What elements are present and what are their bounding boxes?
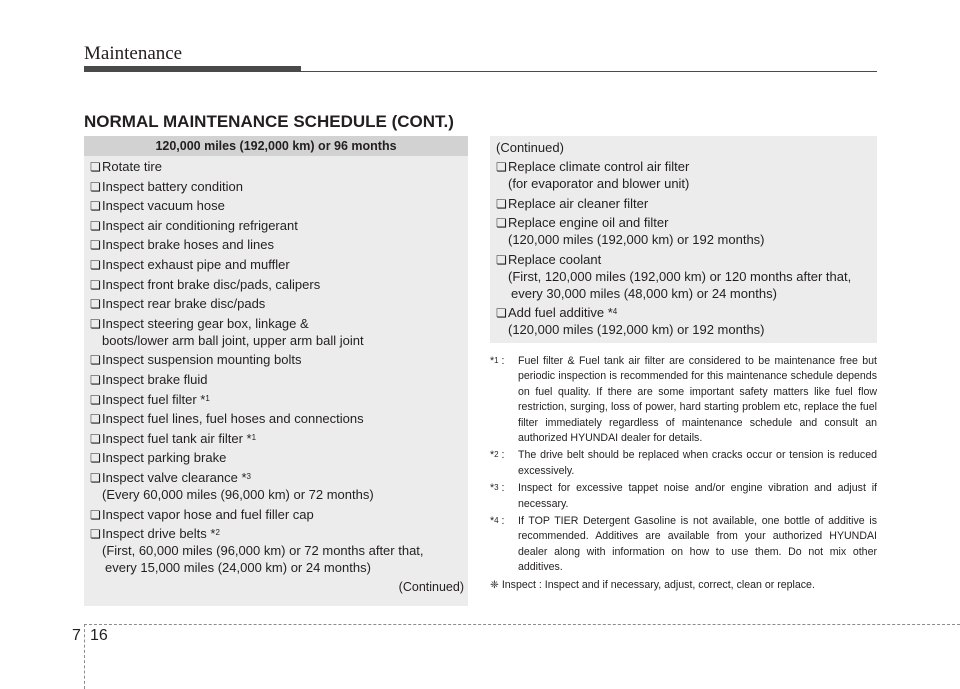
checklist-item-line: [90, 450, 468, 466]
footnote-text: Inspect for excessive tappet noise and/or engine vibration and adjust if necessary.: [518, 482, 877, 510]
footnote-ref: 1: [205, 393, 210, 403]
footnote-text: The drive belt should be replaced when cracks occur or tension is reduced excessively.: [518, 449, 877, 477]
checklist-item-line: [90, 526, 468, 542]
checkbox-icon: ❏: [90, 179, 101, 194]
checkbox-icon: ❏: [90, 218, 101, 233]
checklist-item-line: [90, 507, 468, 523]
continued-label: (Continued): [398, 579, 464, 594]
checklist-item-line: [90, 198, 468, 214]
footnote-number: 1: [494, 356, 499, 365]
page-header-title: Maintenance: [84, 43, 183, 64]
checklist-item-line: [90, 179, 468, 195]
checklist-item-text: Inspect suspension mounting bolts: [102, 352, 302, 368]
header-rule-thin: [301, 71, 877, 72]
checklist-item: [90, 277, 468, 293]
checklist-item-line: [90, 431, 468, 447]
checklist-item-text: Inspect valve clearance *: [102, 469, 247, 485]
checklist-item-detail: (First, 120,000 miles (192,000 km) or 120 months after that,: [508, 268, 852, 284]
page-number: 16: [90, 627, 108, 644]
checklist-item-line: [90, 392, 468, 408]
checklist-item-text: Add fuel additive *: [508, 305, 613, 321]
checkbox-icon: ❏: [90, 238, 101, 253]
checklist-item-line: [90, 372, 468, 388]
checklist-item: [90, 237, 468, 253]
checklist-item-detail: (120,000 miles (192,000 km) or 192 months): [508, 232, 765, 248]
checklist-item: [90, 159, 468, 175]
checklist-item-line: [496, 196, 877, 212]
checkbox-icon: ❏: [90, 353, 101, 368]
checklist-item: [90, 411, 468, 427]
footnote-ref: 3: [246, 471, 251, 481]
checklist-item-line: [90, 218, 468, 234]
footer-vertical-rule: [84, 624, 85, 689]
checklist-item-line: [90, 411, 468, 427]
right-checklist: [490, 159, 877, 338]
checklist-item-text: Inspect fuel lines, fuel hoses and connections: [102, 411, 364, 427]
footnote-ref: 4: [612, 307, 618, 317]
footnote: [490, 514, 877, 576]
footnote-ref: 1: [251, 432, 257, 442]
checklist-item: [90, 257, 468, 273]
checklist-item: [496, 305, 877, 338]
checklist-item-line: [90, 352, 468, 368]
checkbox-icon: ❏: [90, 316, 101, 331]
checklist-item-line: [496, 159, 877, 175]
checklist-item-text: Inspect brake fluid: [102, 371, 208, 387]
checklist-item-text: Replace coolant: [508, 251, 602, 267]
checklist-item: [90, 507, 468, 523]
checkbox-icon: ❏: [90, 199, 101, 214]
footnotes: [490, 354, 877, 593]
checklist-item-line: [496, 215, 877, 231]
footnote-mark: *$^3$ :: [490, 482, 505, 495]
checkbox-icon: ❏: [90, 257, 101, 272]
checklist-item-text: Inspect steering gear box, linkage &: [102, 315, 309, 331]
checklist-item: [90, 179, 468, 195]
checklist-item: [90, 296, 468, 312]
checkbox-icon: ❏: [90, 527, 101, 542]
checklist-item: [496, 252, 877, 302]
checkbox-icon: ❏: [496, 306, 507, 321]
checklist-item-line: [90, 237, 468, 253]
left-checklist: [84, 159, 468, 576]
checkbox-icon: ❏: [90, 431, 101, 446]
checklist-item: [90, 218, 468, 234]
checklist-item-text: Inspect rear brake disc/pads: [102, 296, 266, 312]
footnote: [490, 354, 877, 446]
checklist-item-text: Inspect drive belts *: [102, 526, 216, 542]
checklist-item-line: [90, 296, 468, 312]
footnote-number: 4: [494, 516, 499, 526]
checkbox-icon: ❏: [90, 277, 101, 292]
checkbox-icon: ❏: [90, 372, 101, 387]
checklist-item-text: Inspect brake hoses and lines: [102, 237, 274, 253]
checklist-item: [90, 470, 468, 503]
checklist-item-text: Inspect vacuum hose: [102, 198, 225, 214]
footnote: [490, 448, 877, 479]
checklist-item-text: Replace engine oil and filter: [508, 215, 669, 231]
footnote-number: 2: [494, 450, 499, 460]
schedule-panel-right: [490, 136, 877, 343]
checklist-item-line: [90, 277, 468, 293]
checklist-item-detail: every 15,000 miles (24,000 km) or 24 months): [105, 560, 371, 576]
checklist-item-text: Inspect exhaust pipe and muffler: [102, 256, 290, 272]
checkbox-icon: ❏: [90, 160, 101, 174]
checklist-item-text: Inspect air conditioning refrigerant: [102, 217, 298, 233]
checklist-item: [496, 215, 877, 248]
checklist-item-detail: (for evaporator and blower unit): [508, 176, 690, 191]
checklist-item-line: [90, 316, 468, 332]
checkbox-icon: ❏: [90, 451, 101, 466]
checklist-item-detail: (First, 60,000 miles (96,000 km) or 72 months after that,: [102, 543, 424, 559]
footnote-mark: *$^1$ :: [490, 355, 505, 367]
checklist-item-detail: boots/lower arm ball joint, upper arm ball joint: [102, 332, 364, 348]
checklist-item-text: Replace air cleaner filter: [508, 195, 649, 211]
checklist-item-text: Inspect front brake disc/pads, calipers: [102, 276, 321, 292]
checklist-item-detail: (120,000 miles (192,000 km) or 192 months): [508, 322, 765, 338]
footnote-ref: 2: [215, 528, 220, 538]
checkbox-icon: ❏: [90, 507, 101, 522]
checklist-item-text: Replace climate control air filter: [508, 159, 690, 174]
checklist-item-text: Inspect vapor hose and fuel filler cap: [102, 506, 314, 522]
checklist-item-line: [496, 305, 877, 321]
checklist-item-detail: (Every 60,000 miles (96,000 km) or 72 months): [102, 486, 374, 502]
checklist-item: [90, 392, 468, 408]
checkbox-icon: ❏: [496, 252, 507, 267]
checkbox-icon: ❏: [496, 160, 507, 174]
footnote: [490, 481, 877, 512]
section-title: NORMAL MAINTENANCE SCHEDULE (CONT.): [84, 112, 454, 131]
checkbox-icon: ❏: [90, 470, 101, 485]
footnote-mark: *$^2$ :: [490, 449, 505, 462]
checkbox-icon: ❏: [90, 412, 101, 427]
checklist-item: [90, 526, 468, 576]
checklist-item: [90, 198, 468, 214]
checklist-item-line: [90, 257, 468, 273]
checklist-item-line: [90, 159, 468, 175]
footnote-number: 3: [494, 483, 499, 493]
checklist-item-line: [496, 252, 877, 268]
checklist-item-text: Inspect battery condition: [102, 178, 243, 194]
checkbox-icon: ❏: [496, 196, 507, 211]
checklist-item: [90, 372, 468, 388]
interval-heading: 120,000 miles (192,000 km) or 96 months: [84, 136, 468, 156]
footer-rule: [84, 624, 960, 625]
footnote-text: If TOP TIER Detergent Gasoline is not available, one bottle of additive is recommended. Additives are available from your authorized HYUNDAI dealer along with information on how to use them. Do not mix other additives.: [518, 515, 877, 574]
chapter-number: 7: [72, 627, 81, 644]
checklist-item-line: [90, 470, 468, 486]
checklist-item: [496, 159, 877, 192]
inspect-note: ❈ Inspect : Inspect and if necessary, adjust, correct, clean or replace.: [490, 578, 815, 591]
checklist-item-text: Inspect fuel tank air filter *: [102, 430, 252, 446]
checklist-item-text: Inspect fuel filter *: [102, 391, 206, 407]
checklist-item-text: Rotate tire: [102, 159, 162, 174]
checklist-item-text: Inspect parking brake: [102, 450, 227, 466]
continued-heading: (Continued): [496, 140, 564, 155]
checklist-item: [90, 450, 468, 466]
checkbox-icon: ❏: [90, 392, 101, 407]
schedule-panel-left: [84, 136, 468, 606]
checklist-item: [90, 431, 468, 447]
header-rule-thick: [84, 66, 301, 72]
checklist-item: [90, 352, 468, 368]
checklist-item: [90, 316, 468, 349]
footnote-text: Fuel filter & Fuel tank air filter are considered to be maintenance free but periodic inspection is recommended for this maintenance schedule depends on fuel quality. If there are some important safety matters like fuel flow restriction, surging, loss of power, hard starting problem etc, replace the fuel filter immediately regardless of maintenance schedule and consult an authorized HYUNDAI dealer for details.: [518, 355, 877, 445]
footnote-mark: *$^4$ :: [490, 515, 505, 528]
checklist-item: [496, 196, 877, 212]
checkbox-icon: ❏: [496, 216, 507, 231]
checkbox-icon: ❏: [90, 297, 101, 312]
checklist-item-detail: every 30,000 miles (48,000 km) or 24 months): [511, 285, 777, 301]
